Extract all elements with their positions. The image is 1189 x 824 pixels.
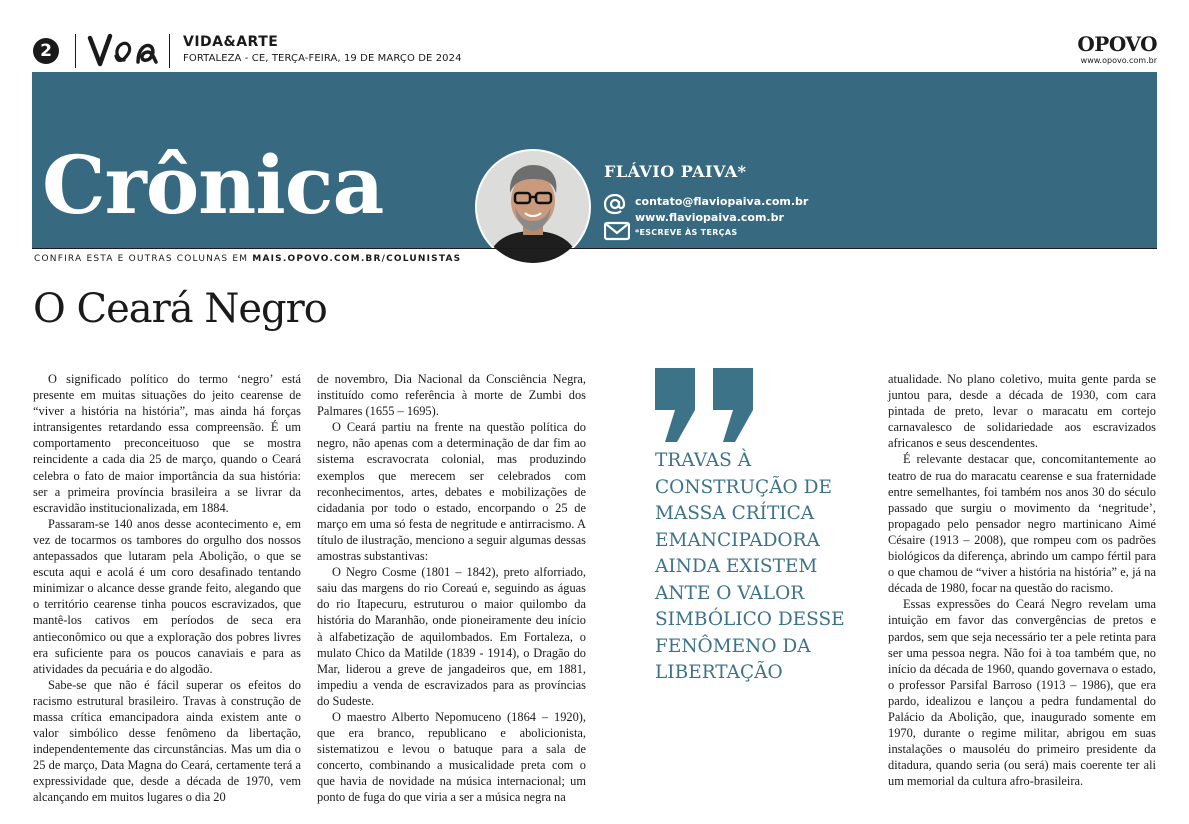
paragraph: O Negro Cosme (1801 – 1842), preto alforriado, saiu das margens do rio Coreaú e, seguindo as águas do rio Itapecuru, estruturou o maior quilombo da história do Maranhão, onde pioneiramente deu início à alfabetização de aquilombados. Em Fortaleza, o mulato Chico da Matilde (1839 - 1914), o Dragão do Mar, liderou a greve de jangadeiros que, em 1881, impediu a venda de escravizados para as províncias do Sudeste. [317,565,586,708]
envelope-icon [605,223,629,239]
paragraph: O maestro Alberto Nepomuceno (1864 – 1920), que era branco, republicano e abolicionista, sistematizou e levou o batuque para a sala de concerto, combinando a musicalidade preta com o que havia de novidade na música internacional; um ponto de fuga do que viria a ser a música negra na [317,709,586,805]
pull-quote: TRAVAS À CONSTRUÇÃO DE MASSA CRÍTICA EMANCIPADORA AINDA EXISTEM ANTE O VALOR SIMBÓLICO DESSE FENÔMENO DA LIBERTAÇÃO [655,450,845,683]
banner-divider [32,248,1157,249]
vida-arte-logo-icon [86,30,160,70]
article-column-3 [888,371,1156,789]
paragraph: O Ceará partiu na frente na questão política do negro, não apenas com a determinação de dar fim ao sistema escravocrata colonial, mas produzindo exemplos que merecem ser celebrados com reconhecimentos, artes, debates e mobilizações de cidadania por todo o estado, encorpando o 25 de março em uma só festa de negritude e antirracismo. A título de ilustração, menciono a seguir algumas dessas amostras substantivas: [317,420,586,564]
newspaper-brand [1077,34,1157,65]
masthead [0,0,1189,72]
newspaper-website[interactable]: www.opovo.com.br [1080,56,1157,65]
paragraph: Sabe-se que não é fácil superar os efeitos do racismo estrutural brasileiro. Travas à construção de massa crítica emancipadora ainda existem ante o valor simbólico desse fenômeno da libertação, independentemente das circunstâncias. Mas um dia o 25 de março, Data Magna do Ceará, certamente terá a expressividade que, desde a década de 1970, vem alcançando em muitos lugares o dia 20 [33,677,301,805]
column-title: Crônica [42,138,384,232]
author-name: FLÁVIO PAIVA* [604,162,747,181]
quote-mark-icon [655,368,758,442]
more-columns-line [34,254,461,264]
article-column-1 [33,371,301,806]
paragraph: de novembro, Dia Nacional da Consciência Negra, instituído como referência à morte de Zumbi dos Palmares (1655 – 1695). [317,372,586,419]
author-website-link[interactable]: www.flaviopaiva.com.br [635,211,784,224]
more-columns-link[interactable]: MAIS.OPOVO.COM.BR/COLUNISTAS [252,254,462,264]
column-banner [32,72,1157,248]
paragraph: Essas expressões do Ceará Negro revelam uma intuição em favor das convergências de pretos e pardos, sem que seja necessário ter a pele retinta para ser uma pessoa negra. Não foi à toa também que, no início da década de 1960, quando governava o estado, o professor Parsifal Barroso (1913 – 1986), que era pardo, idealizou e lançou a pedra fundamental do Palácio da Abolição, que, inaugurado somente em 1970, durante o regime militar, abrigou em suas instalações o mausoléu do primeiro presidente da ditadura, quando seria (ou será) mais coerente ter ali um memorial da cultura afro-brasileira. [888,597,1156,789]
author-email-link[interactable]: contato@flaviopaiva.com.br [635,195,809,208]
author-portrait-icon [477,151,589,263]
more-columns-prefix: CONFIRA ESTA E OUTRAS COLUNAS EM [34,254,249,264]
schedule-note: *ESCREVE ÀS TERÇAS [635,228,738,237]
masthead-divider [75,34,76,68]
newspaper-logo: OPOVO [1077,32,1157,56]
page-number: 2 [33,38,59,64]
masthead-divider [169,34,170,68]
paragraph: É relevante destacar que, concomitantemente ao teatro de rua do maracatu cearense e sua fraternidade entre semelhantes, foi também nos anos 30 do século passado que surgiu o movimento da ‘negritude’, propagado pelo pensador negro martinicano Aimé Césaire (1913 – 2008), que rompeu com os padrões biológicos da diferença, abrindo um campo fértil para o que chamou de “viver a história na história” e, já na década de 1980, focar na questão do racismo. [888,452,1156,596]
dateline: FORTALEZA - CE, TERÇA-FEIRA, 19 DE MARÇO DE 2024 [183,53,462,64]
section-name: VIDA&ARTE [183,34,279,50]
paragraph: atualidade. No plano coletivo, muita gente parda se juntou para, desde a década de 1930, com cara pintada de preto, levar o maracatu em cortejo carnavalesco de solidariedade aos escravizados africanos e seus descendentes. [888,372,1156,451]
article-headline: O Ceará Negro [33,286,327,332]
at-icon [605,195,624,213]
paragraph: O significado político do termo ‘negro’ está presente em muitas situações do jeito cearense de “viver a história na história”, mas ainda há forças intransigentes retardando essa compreensão. É um comportamento preconceituoso que se mostra reincidente a cada dia 25 de março, quando o Ceará celebra o fato de maior importância da sua história: ser a primeira província brasileira a se livrar da escravidão institucionalizada, em 1884. [33,372,301,515]
contact-icons [604,194,630,242]
article-column-2 [317,371,586,806]
paragraph: Passaram-se 140 anos desse acontecimento e, em vez de tocarmos os tambores do orgulho dos nossos antepassados que lutaram pela Abolição, o que se escuta aqui e acolá é um coro desafinado tentando minimizar o alcance desse grande feito, alegando que o território cearense tinha poucos escravizados, que mantê-los cativos em períodos de seca era antieconômico ou que a exploração dos pobres livres era suficiente para os poucos canaviais e para as atividades da pecuária e do algodão. [33,516,301,676]
